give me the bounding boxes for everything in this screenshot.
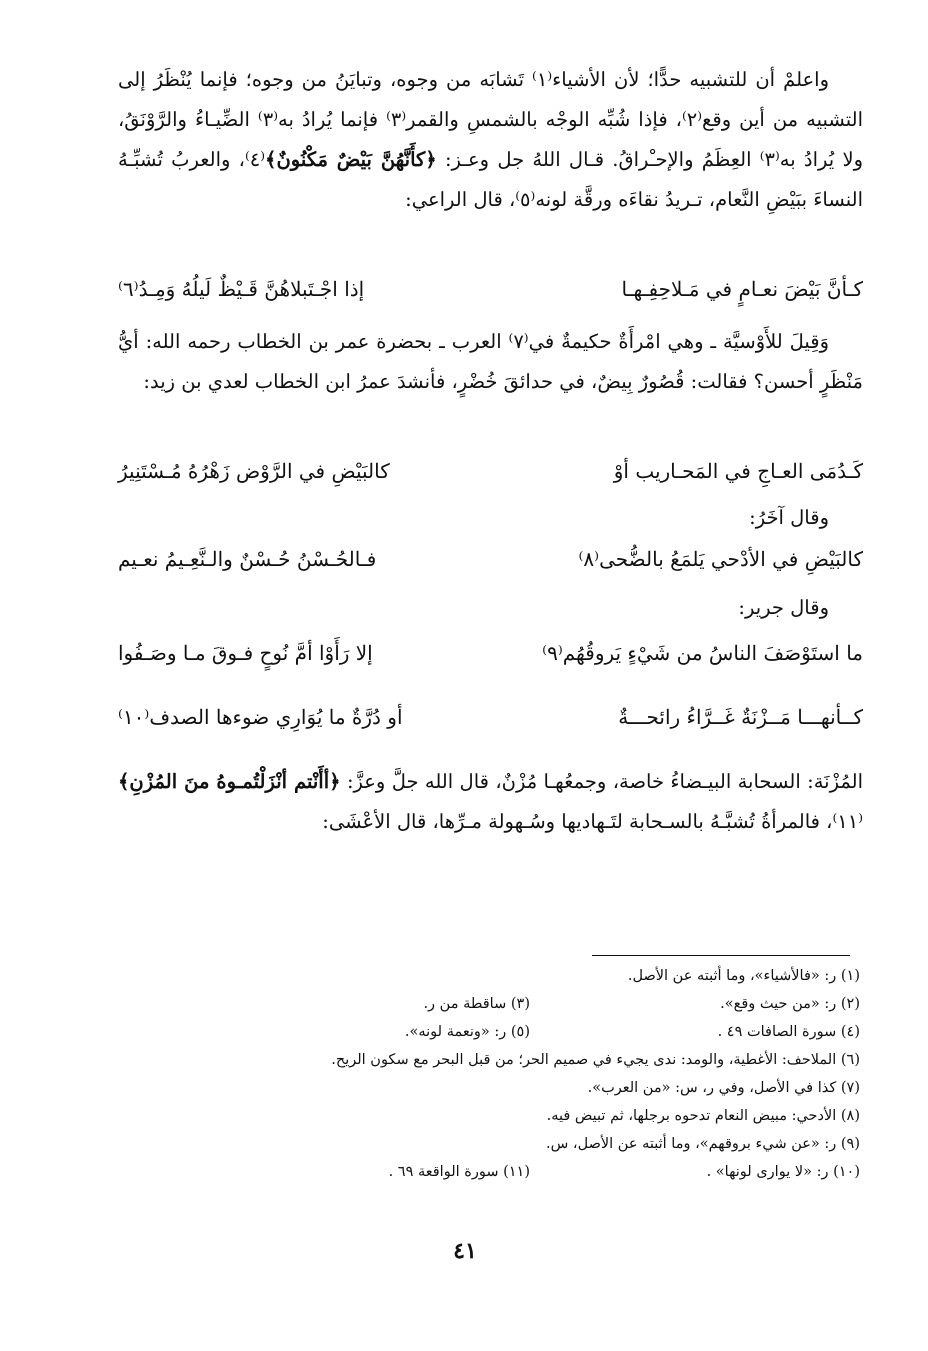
quran-quote-2: ﴿أأَنْتم أنْزَلْتُمـوهُ منَ المُزْنِ﴾ [118,770,341,793]
quran-quote-1: ﴿كأَنَّهُنَّ بَيْضٌ مَكْنُونٌ﴾ [265,148,437,171]
footnote-11: (١١) سورة الواقعة ٦٩ . [388,1164,530,1180]
verse-4 [118,638,863,668]
paragraph-1-rest: ⁽٤⁾، والعربُ تُشبِّـهُ النساءَ ببَيْضِ النَّعام، تـريدُ نقاءَه ورقَّة لونه⁽٥⁾، قال الراعي: [118,148,863,211]
footnote-row [200,1130,860,1158]
footnote-row [200,990,860,1018]
page-body [118,60,863,842]
footnote-8: (٨) الأدحي: مبيض النعام تدحوه برجلها، ثم تبيض فيه. [546,1108,860,1124]
footnote-row [200,1102,860,1130]
footnote-1: (١) ر: «فالأشياء»، وما أثبته عن الأصل. [627,968,860,984]
verse-4-hemistich-1: ما استَوْصَفَ الناسُ من شَيْءٍ يَروقُهُم⁽٩⁾ [542,641,863,665]
footnote-5: (٥) ر: «ونعمة لونه». [404,1024,530,1040]
paragraph-5 [118,762,863,842]
verse-2-hemistich-2: كالبَيْضِ في الرَّوْض زَهْرُهُ مُـسْتَنِيرُ [118,459,390,483]
footnote-3: (٣) ساقطة من ر. [423,996,530,1012]
verse-3-hemistich-2: فـالحُـسْنُ حُـسْنٌ والـنَّعِـيمُ نعـيم [118,547,377,571]
paragraph-3-text: وقال آخَرُ: [749,506,829,529]
page-number: ٤١ [453,1238,477,1264]
paragraph-4-text: وقال جرير: [738,596,829,619]
verse-3-hemistich-1: كالبَيْضِ في الأدْحي يَلمَعُ بالضُّحى⁽٨⁾ [578,547,863,571]
footnote-6: (٦) الملاحف: الأغطية، والومد: ندى يجيء في صميم الحر؛ من قبل البحر مع سكون الريح. [331,1052,860,1068]
footnote-divider [592,955,850,956]
verse-1-hemistich-1: كـأنَّ بَيْضَ نعـامٍ في مَـلاحِفِـهـا [621,277,863,301]
verse-3 [118,544,863,574]
verse-1-hemistich-2: إذا اجْـتَبلاهُنَّ قَـيْظٌ لَيلُهُ وَمِـدُ⁽٦⁾ [118,277,365,301]
footnote-2: (٢) ر: «من حيث وقع». [720,996,860,1012]
footnote-4: (٤) سورة الصافات ٤٩ . [717,1024,860,1040]
verse-4-hemistich-2: إلا رَأَوْا أمَّ نُوحٍ فـوقَ مـا وصَـفُوا [118,641,373,665]
paragraph-4 [118,588,863,628]
verse-5-hemistich-2: أو دُرَّةٌ ما يُوَارِي ضوءها الصدف⁽١٠⁾ [118,705,403,729]
footnote-empty [200,962,530,990]
footnote-10: (١٠) ر: «لا يوارى لونها» . [706,1164,860,1180]
verse-2-hemistich-1: كَـدُمَى العـاجِ في المَحـاريب أوْ [613,459,863,483]
footnote-7: (٧) كذا في الأصل، وفي ر، س: «من العرب». [587,1080,860,1096]
footnote-row [200,962,860,990]
footnote-9: (٩) ر: «عن شيء بروقهم»، وما أثبته عن الأصل، س. [545,1136,860,1152]
paragraph-2 [118,322,863,442]
verse-5 [118,702,863,732]
footnote-row [200,1018,860,1046]
paragraph-1 [118,60,863,260]
footnote-row [200,1158,860,1186]
paragraph-3 [118,498,863,538]
footnote-row [200,1046,860,1074]
paragraph-5-text: المُزْنَة: السحابة البيـضاءُ خاصة، وجمعُهـا مُزْنٌ، قال الله جلَّ وعزَّ: [346,770,863,793]
paragraph-1-text: واعلمْ أن للتشبيه حدًّا؛ لأن الأشياء⁽١⁾ تَشابَه من وجوه، وتبايَنُ من وجوه؛ فإنما يُنْظَرُ إلى التشبيه من أين وقع⁽٢⁾، فإذا شُبِّه الوجْه بالشمسِ والقمر⁽٣⁾ فإنما يُرادُ به⁽٣⁾ الضِّيـاءُ والرَّوْنَقُ، ولا يُرادُ به⁽٣⁾ العِظَمُ والإحـْراقُ. قـال اللهُ جل وعـز: [118,68,863,171]
paragraph-2-text: وَقِيلَ للأَوْسيَّة ـ وهي امْرأَةٌ حكيمةٌ في⁽٧⁾ العرب ـ بحضرة عمر بن الخطاب رحمه الله: أيُّ مَنْظَرٍ أحسن؟ فقالت: قُصُورٌ بِيضٌ، في حدائقَ خُضْرٍ، فأنشدَ عمرُ ابن الخطاب لعدي بن زيد: [118,330,863,393]
footnote-row [200,1074,860,1102]
verse-2 [118,456,863,486]
verse-5-hemistich-1: كــأنهـــا مَــزْنَةٌ غَــرَّاءُ رائحـــةٌ [618,705,863,729]
footnotes [200,962,860,1186]
paragraph-5-rest: ⁽١١⁾، فالمرأةُ تُشبَّـهُ بالسـحابة لتَـهاديها وسُـهولة مـرِّها، قال الأعْشَى: [322,810,863,833]
verse-1 [118,274,863,304]
